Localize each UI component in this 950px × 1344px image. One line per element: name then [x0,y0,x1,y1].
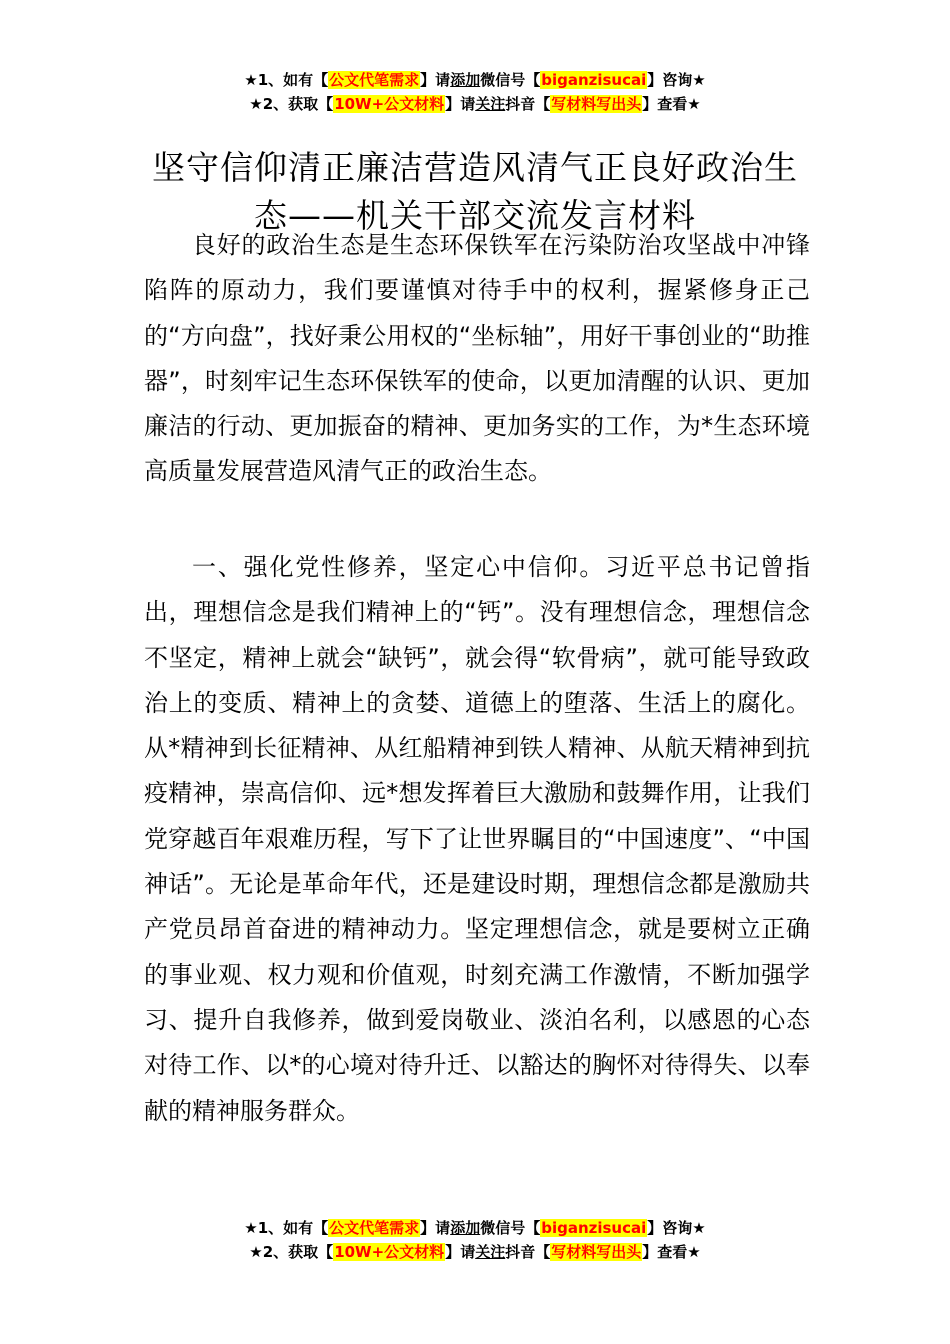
promo-highlight-wechat: biganzisucai [541,71,647,89]
promo-text: 微信号【 [480,1219,541,1237]
promo-highlight: 公文代笔需求 [329,1219,420,1237]
promo-text: ★1、如有【 [244,71,329,89]
promo-highlight: 10W+公文材料 [334,1243,445,1261]
promo-line-2 [0,1240,950,1264]
promo-banner-top [0,68,950,116]
body-paragraph: 一、强化党性修养，坚定心中信仰。习近平总书记曾指出，理想信念是我们精神上的“钙”。没有理想信念，理想信念不坚定，精神上就会“缺钙”，就会得“软骨病”，就可能导致政治上的变质、精神上的贪婪、道德上的堕落、生活上的腐化。从*精神到长征精神、从红船精神到铁人精神、从航天精神到抗疫精神，崇高信仰、远*想发挥着巨大激励和鼓舞作用，让我们党穿越百年艰难历程，写下了让世界瞩目的“中国速度”、“中国神话”。无论是革命年代，还是建设时期，理想信念都是激励共产党员昂首奋进的精神动力。坚定理想信念，就是要树立正确的事业观、权力观和价值观，时刻充满工作激情，不断加强学习、提升自我修养，做到爱岗敬业、淡泊名利，以感恩的心态对待工作、以*的心境对待升迁、以豁达的胸怀对待得失、以奉献的精神服务群众。 [144,553,810,1125]
promo-text: 】请 [445,1243,476,1261]
promo-banner-bottom [0,1216,950,1264]
promo-text: ★2、获取【 [249,1243,334,1261]
promo-underline: 关注 [475,95,506,113]
promo-underline: 关注 [475,1243,506,1261]
promo-text: 】请 [445,95,476,113]
promo-highlight-douyin: 写材料写出头 [551,1243,642,1261]
promo-text: 】咨询★ [647,71,706,89]
promo-text: 微信号【 [480,71,541,89]
promo-text: ★1、如有【 [244,1219,329,1237]
promo-line-1 [0,68,950,92]
promo-text: 抖音【 [505,1243,551,1261]
promo-highlight: 10W+公文材料 [334,95,445,113]
promo-text: 】咨询★ [647,1219,706,1237]
promo-highlight: 公文代笔需求 [329,71,420,89]
promo-underline: 添加 [450,71,481,89]
promo-text: 抖音【 [505,95,551,113]
promo-text: 】查看★ [642,1243,701,1261]
promo-text: 】请 [420,71,451,89]
promo-line-2 [0,92,950,116]
promo-highlight-wechat: biganzisucai [541,1219,647,1237]
promo-highlight-douyin: 写材料写出头 [551,95,642,113]
promo-line-1 [0,1216,950,1240]
promo-text: ★2、获取【 [249,95,334,113]
promo-text: 】请 [420,1219,451,1237]
promo-underline: 添加 [450,1219,481,1237]
body-paragraph: 良好的政治生态是生态环保铁军在污染防治攻坚战中冲锋陷阵的原动力，我们要谨慎对待手中的权利，握紧修身正己的“方向盘”，找好秉公用权的“坐标轴”，用好干事创业的“助推器”，时刻牢记生态环保铁军的使命，以更加清醒的认识、更加廉洁的行动、更加振奋的精神、更加务实的工作，为*生态环境高质量发展营造风清气正的政治生态。 [144,231,810,486]
promo-text: 】查看★ [642,95,701,113]
document-title: 坚守信仰清正廉洁营造风清气正良好政治生态——机关干部交流发言材料 [152,148,798,236]
